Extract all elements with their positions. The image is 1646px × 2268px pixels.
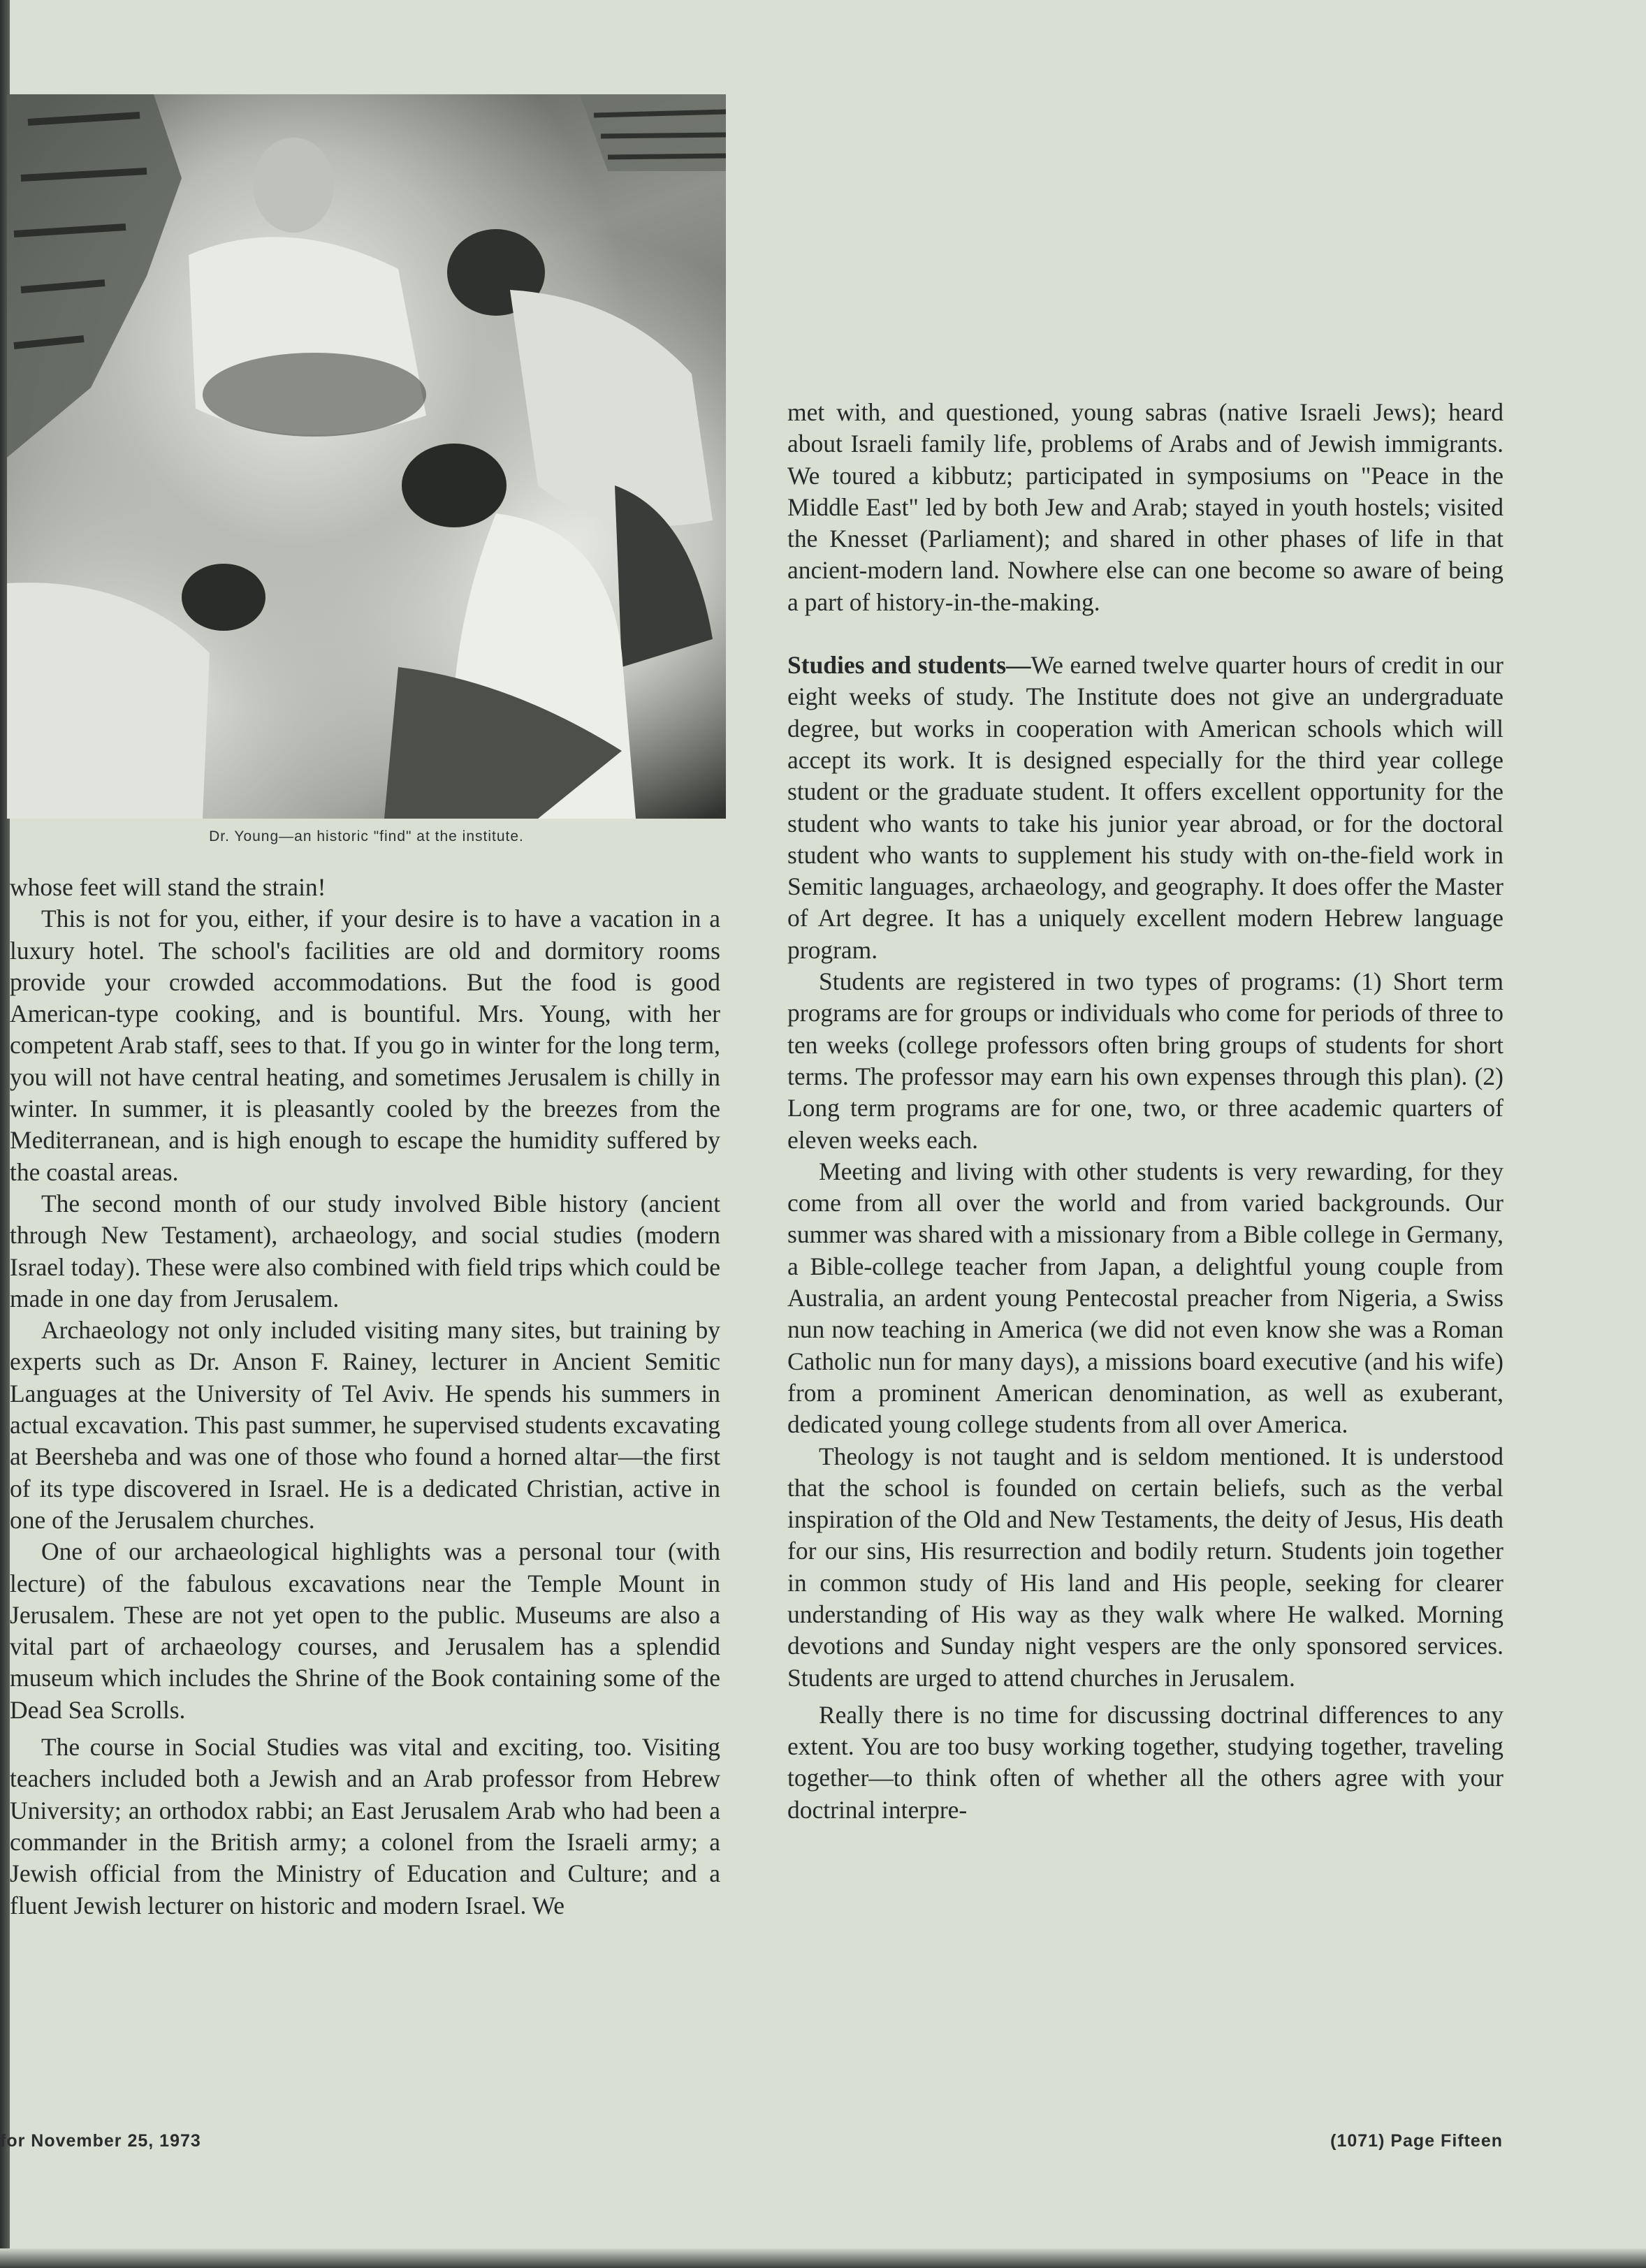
section-heading: Studies and students— [787,651,1031,680]
paragraph: The second month of our study involved Bible history (ancient through New Testament), archaeology, and social studies (modern Israel today). These were also combined with field trips which could be made in one day from Jerusalem. [10,1189,720,1312]
paragraph: This is not for you, either, if your desire is to have a vacation in a luxury hotel. The school's facilities are old and dormitory rooms provide your crowded accommodations. But the food is good American-type cooking, and is bountiful. Mrs. Young, with her competent Arab staff, sees to that. If you go in winter for the long term, you will not have central heating, and sometimes Jerusalem is chilly in winter. In summer, it is pleasantly cooled by the breezes from the Mediterranean, and is high enough to escape the humidity suffered by the coastal areas. [10,905,720,1186]
paragraph: Really there is no time for discussing doctrinal differences to any extent. You are too busy working together, studying together, traveling together—to think often of whether all the others agree with your doctrinal interpre- [787,1700,1503,1824]
left-column [10,872,720,1922]
paragraph: met with, and questioned, young sabras (native Israeli Jews); heard about Israeli family life, problems of Arabs and of Jewish immigrants. We toured a kibbutz; participated in symposiums on "Peace in the Middle East" led by both Jew and Arab; stayed in youth hostels; visited the Knesset (Parliament); and shared in other phases of life in that ancient-modern land. Nowhere else can one become so aware of being a part of history-in-the-making. [787,398,1503,616]
excavation-photo [7,94,726,819]
section-paragraph [787,650,1503,966]
right-column [787,397,1503,1826]
photo-illustration [7,94,726,819]
paragraph: The course in Social Studies was vital and exciting, too. Visiting teachers included both a Jewish and an Arab professor from Hebrew University; an orthodox rabbi; an East Jerusalem Arab who had been a commander in the British army; a colonel from the Israeli army; a Jewish official from the Ministry of Education and Culture; and a fluent Jewish lecturer on historic and modern Israel. We [10,1733,720,1919]
page-bottom-edge [0,2248,1646,2268]
paragraph: One of our archaeological highlights was a personal tour (with lecture) of the fabulous excavations near the Temple Mount in Jerusalem. These are not yet open to the public. Museums are also a vital part of archaeology courses, and Jerusalem has a splendid museum which includes the Shrine of the Book containing some of the Dead Sea Scrolls. [10,1537,720,1724]
footer-date: for November 25, 1973 [0,2131,201,2151]
photo-caption: Dr. Young—an historic "find" at the institute. [209,828,524,844]
paragraph: Archaeology not only included visiting many sites, but training by experts such as Dr. Anson F. Rainey, lecturer in Ancient Semitic Languages at the University of Tel Aviv. He spends his summers in actual excavation. This past summer, he supervised students excavating at Beersheba and was one of those who found a horned altar—the first of its type discovered in Israel. He is a dedicated Christian, active in one of the Jerusalem churches. [10,1316,720,1534]
paragraph: Theology is not taught and is seldom mentioned. It is understood that the school is founded on certain beliefs, such as the verbal inspiration of the Old and New Testaments, the deity of Jesus, His death for our sins, His resurrection and bodily return. Students join together in common study of His land and His people, seeking for clearer understanding of His way as they walk where He walked. Morning devotions and Sunday night vespers are the only sponsored services. Students are urged to attend churches in Jerusalem. [787,1442,1503,1692]
section-text: We earned twelve quarter hours of credit in our eight weeks of study. The Institute does not give an undergraduate degree, but works in cooperation with American schools which will accept its work. It is designed especially for the third year college student or the graduate student. It offers excellent opportunity for the student who wants to take his junior year abroad, or for the doctoral student who wants to supplement his study with on-the-field work in Semitic languages, archaeology, and geography. It does offer the Master of Art degree. It has a uniquely excellent modern Hebrew language program. [787,651,1503,964]
paragraph: Meeting and living with other students is very rewarding, for they come from all over the world and from varied backgrounds. Our summer was shared with a missionary from a Bible college in Germany, a Bible-college teacher from Japan, a delightful young couple from Australia, an ardent young Pentecostal preacher from Nigeria, a Swiss nun now teaching in America (we did not even know she was a Roman Catholic nun for many days), a missions board executive (and his wife) from a prominent American denomination, as well as exuberant, dedicated young college students from all over America. [787,1157,1503,1439]
footer-page-number: (1071) Page Fifteen [1330,2131,1503,2151]
paragraph: Students are registered in two types of programs: (1) Short term programs are for groups or individuals who come for periods of three to ten weeks (college professors often bring groups of students for short terms. The professor may earn his own expenses through this plan). (2) Long term programs are for one, two, or three academic quarters of eleven weeks each. [787,967,1503,1154]
paragraph: whose feet will stand the strain! [10,873,326,901]
